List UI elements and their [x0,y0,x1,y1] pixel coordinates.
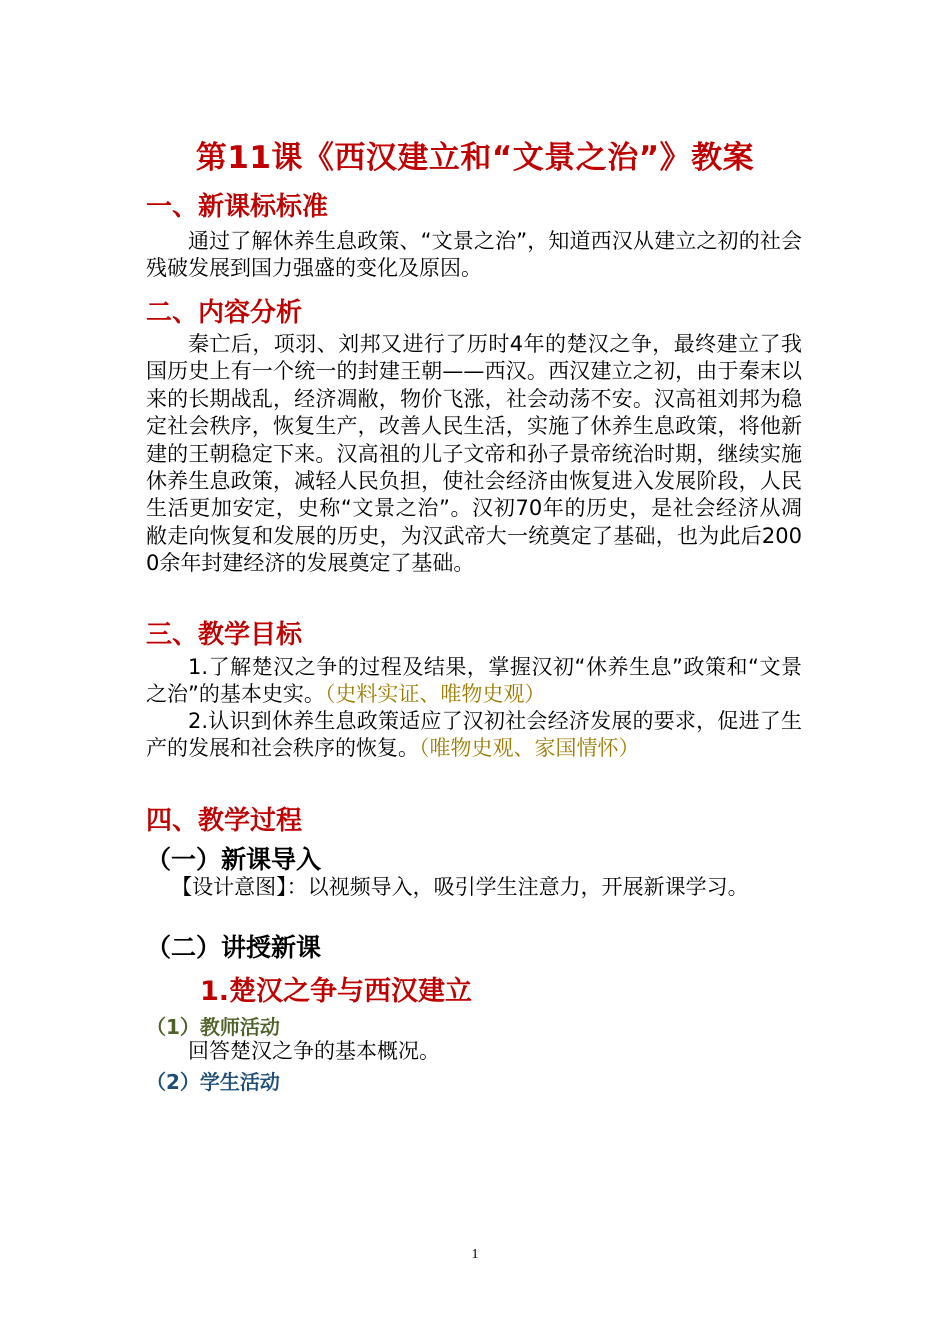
content-analysis-paragraph: 秦亡后，项羽、刘邦又进行了历时4年的楚汉之争，最终建立了我国历史上有一个统一的封建王朝——西汉。西汉建立之初，由于秦末以来的长期战乱，经济凋敝，物价飞涨，社会动荡不安。汉高祖刘邦为稳定社会秩序，恢复生产，改善人民生活，实施了休养生息政策，将他新建的王朝稳定下来。汉高祖的儿子文帝和孙子景帝统治时期，继续实施休养生息政策，减轻人民负担，使社会经济由恢复进入发展阶段，人民生活更加安定，史称“文景之治”。汉初70年的历史，是社会经济从凋敝走向恢复和发展的历史，为汉武帝大一统奠定了基础，也为此后2000余年封建经济的发展奠定了基础。 [146,332,802,576]
intro-paragraph: 【设计意图】：以视频导入，吸引学生注意力，开展新课学习。 [171,875,749,899]
objective-1-text: 1.了解楚汉之争的过程及结果，掌握汉初“休养生息”政策和“文景之治”的基本史实。 [146,655,802,707]
objective-2-text: 2.认识到休养生息政策适应了汉初社会经济发展的要求，促进了生产的发展和社会秩序的恢复。 [146,709,802,761]
section-heading-standards: 一、新课标标准 [146,192,329,222]
subsection-heading-lecture: （二）讲授新课 [146,933,322,962]
subsection-heading-intro: （一）新课导入 [146,845,322,874]
page-title: 第11课《西汉建立和“文景之治”》教案 [195,140,755,176]
objective-1-note: （史料实证、唯物史观） [324,682,546,707]
objective-2 [146,708,802,763]
page-number: 1 [471,1247,479,1262]
objective-2-note: （唯物史观、家国情怀） [419,736,640,761]
teacher-activity-text: 回答楚汉之争的基本概况。 [188,1039,440,1063]
objective-1 [146,654,802,709]
student-activity-heading: （2）学生活动 [146,1070,280,1094]
section-heading-teaching-process: 四、教学过程 [146,806,303,836]
topic-heading-chu-han: 1.楚汉之争与西汉建立 [200,976,473,1007]
teacher-activity-heading: （1）教师活动 [146,1015,280,1039]
section-heading-objectives: 三、教学目标 [146,620,303,650]
section-heading-content-analysis: 二、内容分析 [146,298,303,328]
standards-paragraph: 通过了解休养生息政策、“文景之治”，知道西汉从建立之初的社会残破发展到国力强盛的变化及原因。 [146,229,802,281]
